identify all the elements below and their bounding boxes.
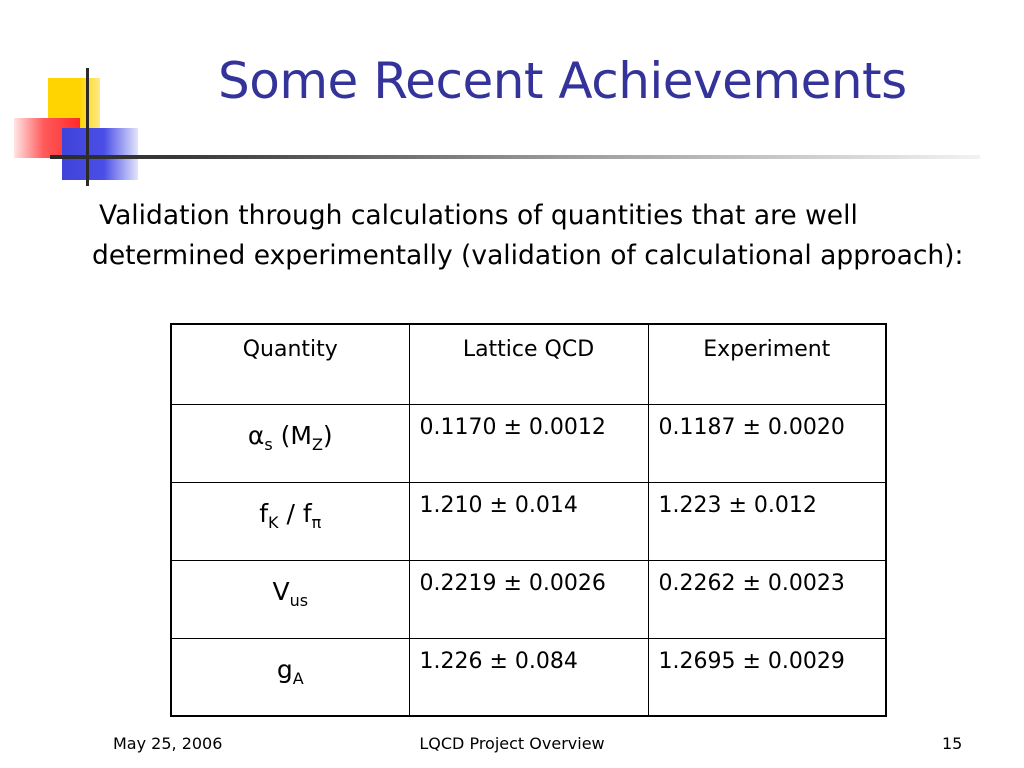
- slide-logo-decoration: [0, 0, 160, 200]
- lattice-value: 1.210 ± 0.014: [409, 482, 648, 560]
- table-row: [171, 560, 886, 638]
- slide-title: Some Recent Achievements: [218, 52, 907, 110]
- experiment-value: 1.2695 ± 0.0029: [648, 638, 886, 716]
- quantity-symbol-subscript: s: [264, 434, 273, 454]
- experiment-value: 1.223 ± 0.012: [648, 482, 886, 560]
- quantity-symbol: f: [259, 498, 269, 528]
- quantity-end: ): [322, 420, 333, 450]
- experiment-value: 0.2262 ± 0.0023: [648, 560, 886, 638]
- quantity-symbol: α: [247, 420, 265, 450]
- footer-presentation-title: LQCD Project Overview: [419, 734, 605, 753]
- table-row: [171, 638, 886, 716]
- logo-vertical-line: [86, 68, 89, 186]
- quantity-middle-subscript: Z: [311, 434, 323, 454]
- footer-page-number: 15: [942, 734, 963, 753]
- lattice-value: 1.226 ± 0.084: [409, 638, 648, 716]
- quantity-symbol-subscript: K: [268, 512, 279, 532]
- quantity-cell: [171, 482, 409, 560]
- quantity-symbol-subscript: A: [292, 668, 304, 688]
- quantity-middle: / f: [278, 498, 312, 528]
- quantity-symbol-subscript: us: [289, 590, 309, 610]
- quantity-middle: (M: [272, 420, 312, 450]
- quantity-middle-subscript: π: [311, 512, 322, 532]
- table-header-row: [171, 324, 886, 404]
- table-row: [171, 482, 886, 560]
- intro-paragraph: Validation through calculations of quantities that are well determined experimentally (validation of calculational approach):: [92, 200, 964, 271]
- quantity-symbol: V: [272, 576, 290, 606]
- quantity-cell: [171, 560, 409, 638]
- header-quantity: Quantity: [171, 324, 409, 404]
- lattice-value: 0.1170 ± 0.0012: [409, 404, 648, 482]
- footer-date: May 25, 2006: [113, 734, 223, 753]
- lattice-value: 0.2219 ± 0.0026: [409, 560, 648, 638]
- results-table: [170, 323, 887, 717]
- logo-blue-square: [62, 128, 138, 180]
- quantity-symbol: g: [276, 654, 293, 684]
- experiment-value: 0.1187 ± 0.0020: [648, 404, 886, 482]
- quantity-cell: [171, 404, 409, 482]
- header-experiment: Experiment: [648, 324, 886, 404]
- table-row: [171, 404, 886, 482]
- quantity-cell: [171, 638, 409, 716]
- header-lattice-qcd: Lattice QCD: [409, 324, 648, 404]
- title-underline: [50, 155, 980, 159]
